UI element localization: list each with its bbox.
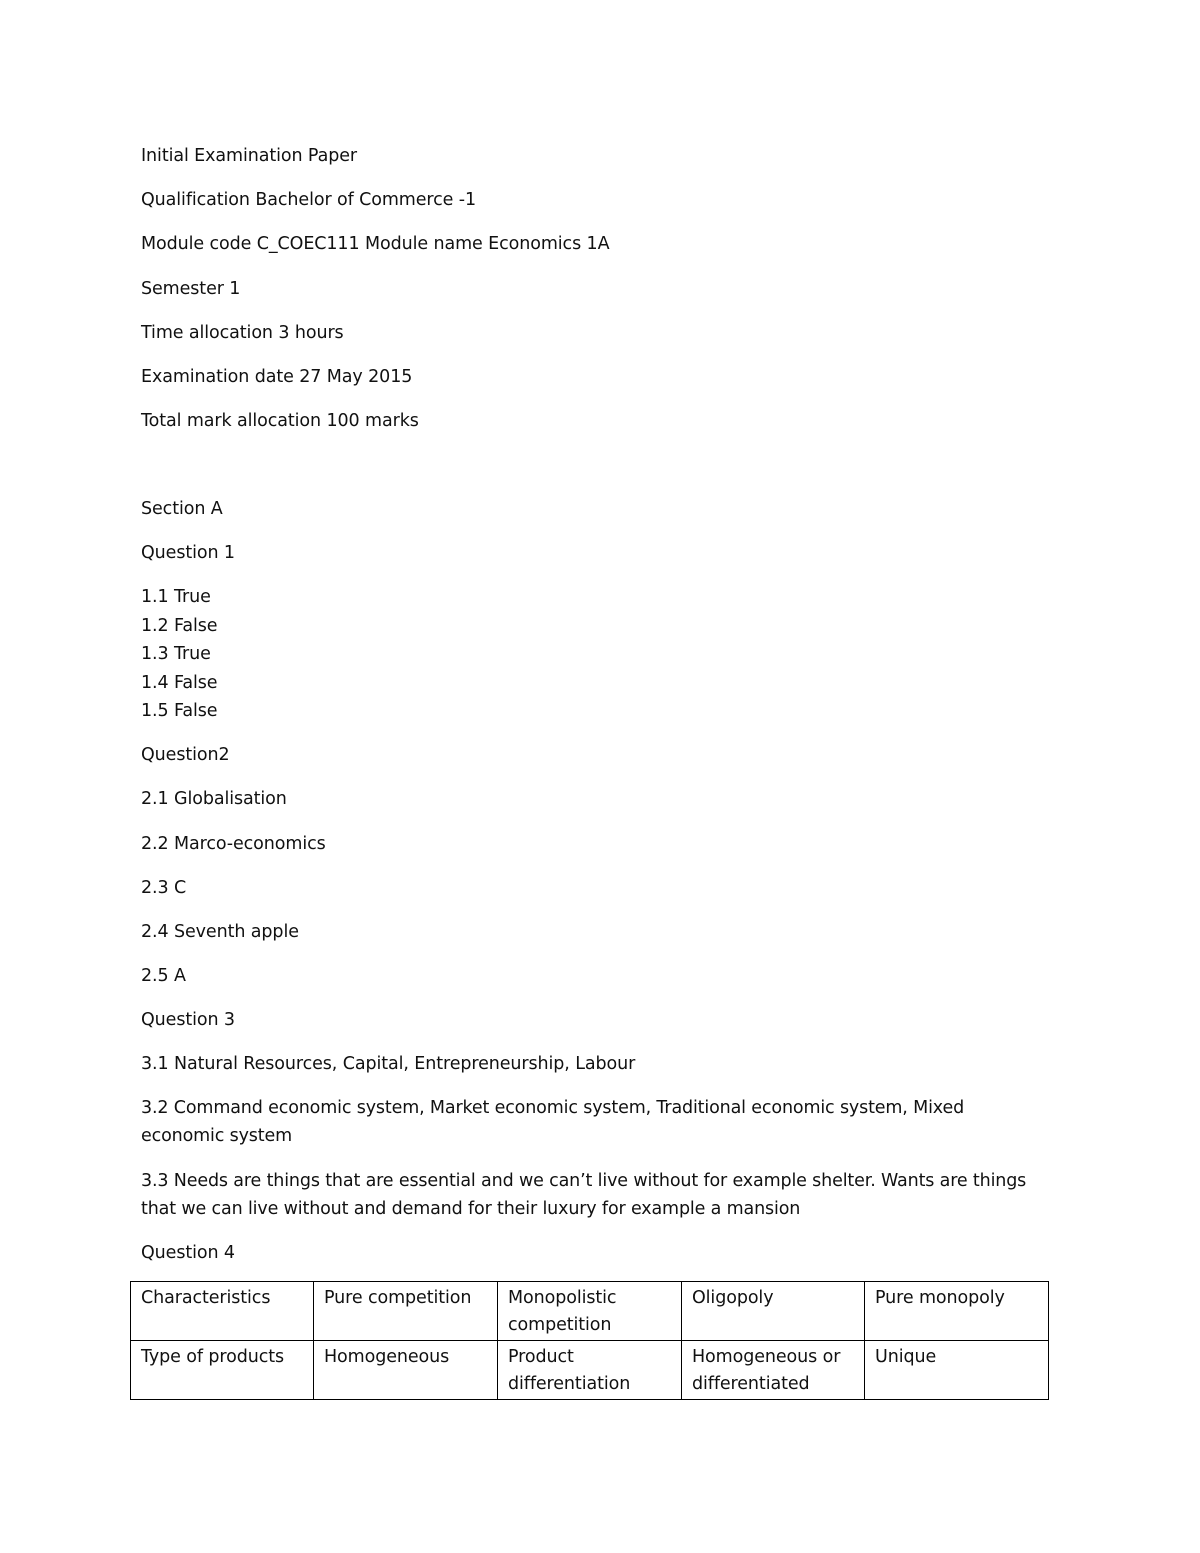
answer-2-1: 2.1 Globalisation: [141, 789, 287, 809]
qualification-line: Qualification Bachelor of Commerce -1: [141, 190, 477, 210]
answer-2-5: 2.5 A: [141, 966, 186, 986]
exam-date-line: Examination date 27 May 2015: [141, 367, 413, 387]
table-cell: Homogeneous: [314, 1341, 498, 1400]
question-1-heading: Question 1: [141, 543, 235, 563]
table-cell: Type of products: [131, 1341, 314, 1400]
answer-2-2: 2.2 Marco-economics: [141, 834, 326, 854]
answer-1-3: 1.3 True: [141, 644, 211, 664]
table-cell: Homogeneous or differentiated: [682, 1341, 865, 1400]
question-4-heading: Question 4: [141, 1243, 235, 1263]
table-header-cell: Oligopoly: [682, 1282, 865, 1341]
table-header-cell: Pure monopoly: [865, 1282, 1049, 1341]
answer-3-1: 3.1 Natural Resources, Capital, Entrepreneurship, Labour: [141, 1054, 636, 1074]
table-cell: Unique: [865, 1341, 1049, 1400]
total-marks-line: Total mark allocation 100 marks: [141, 411, 419, 431]
answer-2-4: 2.4 Seventh apple: [141, 922, 299, 942]
time-allocation-line: Time allocation 3 hours: [141, 323, 344, 343]
answer-3-3: 3.3 Needs are things that are essential and we can’t live without for example shelter. Wants are things that we can live without and demand for their luxury for example a mansion: [141, 1171, 1027, 1219]
answer-1-2: 1.2 False: [141, 616, 218, 636]
table-header-row: [131, 1282, 1049, 1341]
document-title: Initial Examination Paper: [141, 146, 357, 166]
section-heading: Section A: [141, 499, 223, 519]
table-header-cell: Pure competition: [314, 1282, 498, 1341]
answer-1-4: 1.4 False: [141, 673, 218, 693]
table-header-cell: Characteristics: [131, 1282, 314, 1341]
table-header-cell: Monopolistic competition: [498, 1282, 682, 1341]
question-3-heading: Question 3: [141, 1010, 235, 1030]
answer-2-3: 2.3 C: [141, 878, 187, 898]
answer-1-1: 1.1 True: [141, 587, 211, 607]
question-2-heading: Question2: [141, 745, 230, 765]
answer-1-5: 1.5 False: [141, 701, 218, 721]
table-row: [131, 1341, 1049, 1400]
table-cell: Product differentiation: [498, 1341, 682, 1400]
market-structures-table: [130, 1281, 1049, 1400]
module-line: Module code C_COEC111 Module name Economics 1A: [141, 234, 610, 254]
answer-3-2: 3.2 Command economic system, Market economic system, Traditional economic system, Mixed economic system: [141, 1098, 965, 1146]
semester-line: Semester 1: [141, 279, 241, 299]
